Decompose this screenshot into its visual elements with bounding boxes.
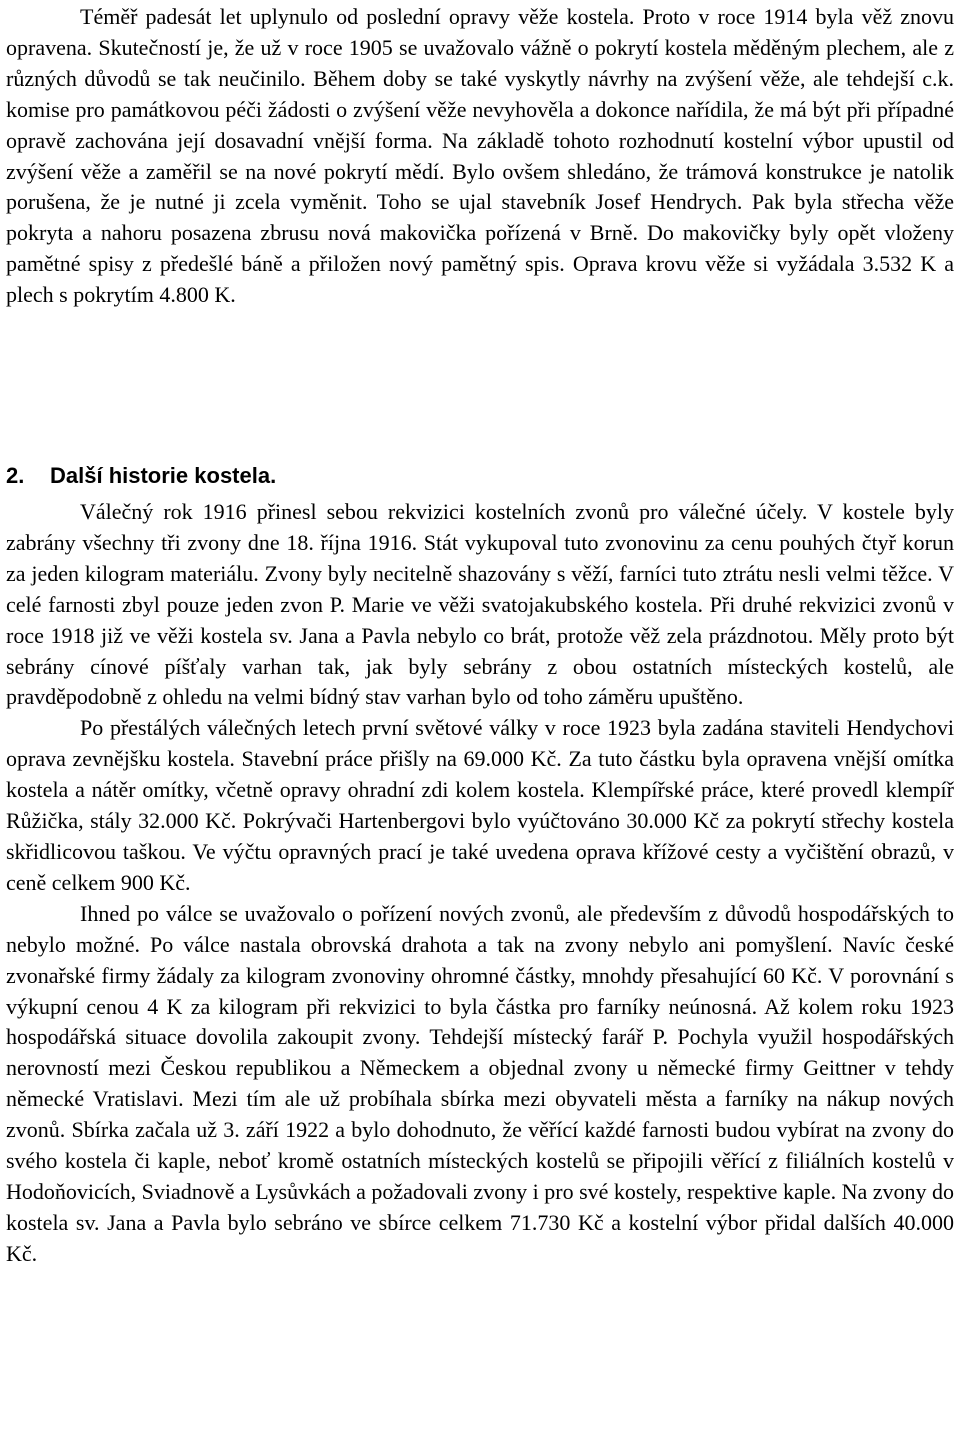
paragraph: Válečný rok 1916 přinesl sebou rekvizici kostelních zvonů pro válečné účely. V kostele byly zabrány všechny tři zvony dne 18. října 1916. Stát vykupoval tuto zvonovinu za cenu pouhých čtyř korun za jeden kilogram materiálu. Zvony byly necitelně shazovány s věží, farníci tuto ztrátu nesli velmi těžce. V celé farnosti zbyl pouze jeden zvon P. Marie ve věži svatojakubského kostela. Při druhé rekvizici zvonů v roce 1918 již ve věži kostela sv. Jana a Pavla nebylo co brát, protože věž zela prázdnotou. Měly proto být sebrány cínové píšťaly varhan tak, jak byly sebrány z obou ostatních místeckých kostelů, ale pravděpodobně z ohledu na velmi bídný stav varhan bylo od toho záměru upuštěno. [6,499,954,710]
section-tower-repair [6,2,954,311]
paragraph: Po přestálých válečných letech první světové války v roce 1923 byla zadána staviteli Hendychovi oprava zevnějšku kostela. Stavební práce přišly na 69.000 Kč. Za tuto částku byla opravena vnější omítka kostela a nátěr omítky, včetně opravy ohradní zdi kolem kostela. Klempířské práce, které provedl klempíř Růžička, stály 32.000 Kč. Pokrývači Hartenbergovi bylo vyúčtováno 30.000 Kč za pokrytí střechy kostela skřidlicovou taškou. Ve výčtu opravných prací je také uvedena oprava křížové cesty a vyčištění obrazů, v ceně celkem 900 Kč. [6,715,954,895]
section-church-history [6,497,954,1270]
section-number: 2. [6,463,25,488]
paragraph: Téměř padesát let uplynulo od poslední opravy věže kostela. Proto v roce 1914 byla věž znovu opravena. Skutečností je, že už v roce 1905 se uvažovalo vážně o pokrytí kostela měděným plechem, ale z různých důvodů se tak neučinilo. Během doby se také vyskytly návrhy na zvýšení věže, ale tehdejší c.k. komise pro památkovou péči žádosti o zvýšení věže nevyhověla a dokonce nařídila, že má být při případné opravě zachována její dosavadní vnější forma. Na základě tohoto rozhodnutí kostelní výbor upustil od zvýšení věže a zaměřil se na nové pokrytí mědí. Bylo ovšem shledáno, že trámová konstrukce je natolik porušena, že je nutné ji zcela vyměnit. Toho se ujal stavebník Josef Hendrych. Pak byla střecha věže pokryta a nahoru posazena zbrusu nová makovička pořízená v Brně. Do makovičky byly opět vloženy pamětné spisy z předešlé báně a přiložen nový pamětný spis. Oprava krovu věže si vyžádala 3.532 K a plech s pokrytím 4.800 K. [6,4,954,308]
paragraph: Ihned po válce se uvažovalo o pořízení nových zvonů, ale především z důvodů hospodářských to nebylo možné. Po válce nastala obrovská drahota a tak na zvony nebylo ani pomyšlení. Navíc české zvonařské firmy žádaly za kilogram zvonoviny ohromné částky, mnohdy přesahující 60 Kč. V porovnání s výkupní cenou 4 K za kilogram při rekvizici to byla částka pro farníky neúnosná. Až kolem roku 1923 hospodářská situace dovolila zakoupit zvony. Tehdejší místecký farář P. Pochyla využil hospodářských nerovností mezi Českou republikou a Německem a objednal zvony u německé firmy Geittner v tehdy německé Vratislavi. Mezi tím ale už probíhala sbírka mezi obyvateli města a farníky na nákup nových zvonů. Sbírka začala už 3. září 1922 a bylo dohodnuto, že věřící každé farnosti budou vybírat na zvony do svého kostela či kaple, neboť kromě ostatních místeckých kostelů se připojili věřící z filiálních kostelů v Hodoňovicích, Sviadnově a Lysůvkách a požadovali zvony i pro své kostely, respektive kaple. Na zvony do kostela sv. Jana a Pavla bylo sebráno ve sbírce celkem 71.730 Kč a kostelní výbor přidal dalších 40.000 Kč. [6,900,954,1266]
section-title: Další historie kostela. [50,463,277,488]
section-heading [6,461,276,491]
document-page [6,0,954,1440]
